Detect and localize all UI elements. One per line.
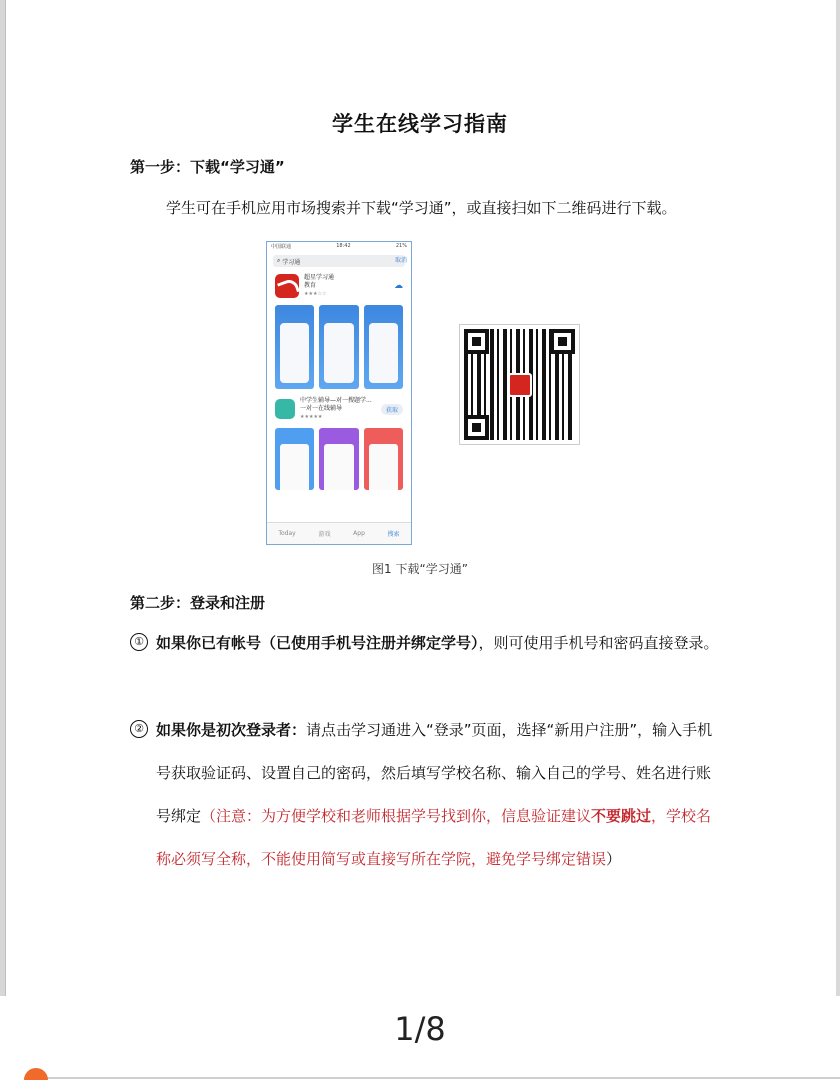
list-marker: ① [130, 633, 148, 651]
app-store-screenshot [266, 241, 412, 545]
app1-category: 教育 [304, 282, 317, 289]
search-icon: ⌕ [277, 257, 283, 264]
page-edge [836, 0, 840, 996]
xuexitong-app-icon [275, 274, 299, 298]
qr-pattern [464, 329, 575, 440]
app-screenshot-thumb [364, 428, 403, 490]
app-screenshot-thumb [319, 428, 358, 490]
qr-code-image [459, 324, 580, 445]
tab-search: 搜索 [387, 531, 400, 538]
search-bar [273, 255, 405, 267]
get-button: 获取 [381, 404, 403, 415]
app2-name: 中学生辅导—对一搜题学... [300, 397, 372, 404]
qr-finder-pattern [464, 415, 489, 440]
time-text: 18:42 [336, 243, 351, 249]
tab-today: Today [278, 530, 296, 537]
app2-subtitle: 一对一在线辅导 [300, 405, 343, 412]
app-screenshot-thumb [275, 305, 314, 389]
status-bar [267, 242, 411, 252]
item1-text: ，则可使用手机号和密码直接登录。 [478, 634, 719, 652]
app1-screenshots [267, 302, 411, 392]
qr-finder-pattern [550, 329, 575, 354]
battery-text: 21% [395, 243, 407, 249]
item2-text: 请点击学习通进入“登录”页面，选择“新用户注册”，输入手机号获取验证码、设置自己的密码，然后填写学校名称、输入自己的学号、姓名进行账号绑定 [156, 721, 713, 825]
tab-apps: App [353, 530, 365, 537]
app-result-tutoring [267, 392, 411, 426]
item1-bold-text: 如果你已有帐号（已使用手机号注册并绑定学号） [156, 634, 479, 652]
document-title: 学生在线学习指南 [332, 112, 508, 136]
item2-bold-text: 如果你是初次登录者： [156, 721, 307, 739]
app1-name: 超星学习通 [304, 274, 335, 281]
cloud-download-icon: ☁ [394, 281, 403, 291]
app-screenshot-thumb [364, 305, 403, 389]
list-item [130, 622, 720, 665]
search-text: 学习通 [282, 258, 301, 266]
item2-note-continued: ，学校名称必须写全称，不能使用简写或直接写所在学院，避免学号绑定错误 [156, 807, 712, 868]
item2-note-emphasis: 不要跳过 [591, 807, 652, 825]
tab-games: 游戏 [318, 531, 331, 538]
step1-heading: 第一步：下载“学习通” [130, 158, 285, 176]
page-indicator: 1/8 [394, 1010, 446, 1048]
tutoring-app-icon [275, 399, 295, 419]
rating-stars-icon: ★★★☆☆ [304, 291, 327, 297]
list-marker: ② [130, 720, 148, 738]
rating-stars-icon: ★★★★★ [300, 414, 323, 420]
cancel-label: 取消 [394, 257, 407, 264]
step2-heading: 第二步：登录和注册 [130, 594, 266, 612]
app-screenshot-thumb [319, 305, 358, 389]
figure-caption: 图1 下载“学习通” [372, 562, 468, 576]
app-screenshot-thumb [275, 428, 314, 490]
item2-note: （注意：为方便学校和老师根据学号找到你，信息验证建议 [201, 807, 592, 825]
page-scrollbar-handle[interactable] [24, 1068, 48, 1080]
app-store-tabbar [267, 522, 411, 544]
app2-screenshots [267, 426, 411, 492]
item2-note-close: ） [606, 850, 622, 868]
step1-paragraph: 学生可在手机应用市场搜索并下载“学习通”，或直接扫如下二维码进行下载。 [166, 199, 677, 217]
app-result-xuexitong [267, 270, 411, 302]
list-item [130, 709, 720, 881]
qr-finder-pattern [464, 329, 489, 354]
page-scrollbar-track[interactable] [24, 1077, 840, 1079]
carrier-text: 中国联通 [271, 244, 292, 250]
xuexitong-logo-icon [508, 373, 532, 397]
